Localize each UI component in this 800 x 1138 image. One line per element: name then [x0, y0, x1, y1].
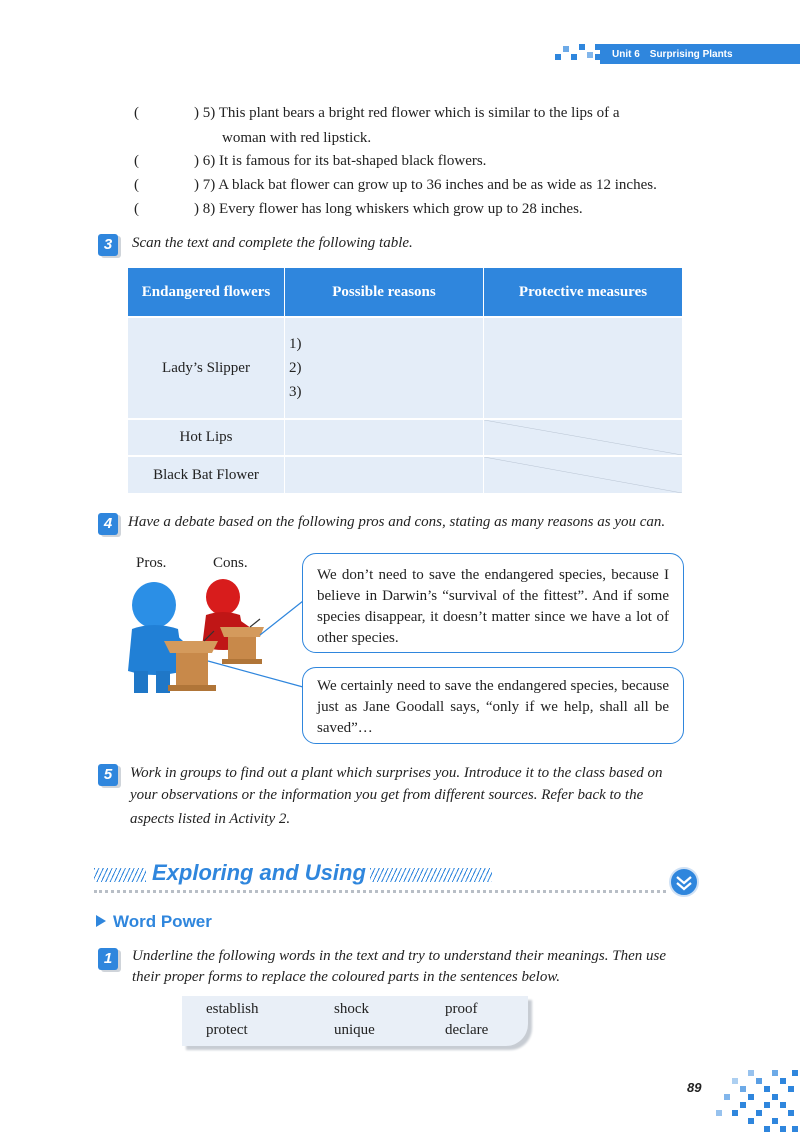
reasons-cell	[285, 456, 484, 493]
play-triangle-icon	[96, 915, 106, 927]
section-dotted-rule	[94, 890, 666, 893]
word-power-activity-1-badge: 1	[98, 948, 118, 970]
pros-speech-bubble: We certainly need to save the endangered species, because just as Jane Goodall says, “only if we help, shall all be saved”…	[302, 667, 684, 744]
word: establish	[206, 1001, 259, 1017]
paren-open: (	[134, 201, 139, 217]
measures-cell-crossed	[484, 419, 683, 456]
statement-text: This plant bears a bright red flower which is similar to the lips of a	[218, 105, 620, 121]
diagonal-line	[484, 420, 682, 455]
statement-7	[134, 173, 704, 197]
table-row	[128, 419, 683, 456]
pros-label: Pros.	[136, 555, 167, 571]
statement-8	[134, 197, 704, 221]
table-header: Possible reasons	[285, 268, 484, 317]
measures-cell-crossed	[484, 456, 683, 493]
statement-text: It is famous for its bat-shaped black flowers.	[219, 153, 487, 169]
reason-3: 3)	[289, 384, 302, 400]
paren-close: ) 8)	[194, 201, 216, 217]
statement-5	[134, 101, 704, 125]
cons-speech-bubble: We don’t need to save the endangered species, because I believe in Darwin’s “survival of the fittest”. And if some species disappear, it doesn’t matter since we have a lot of other species.	[302, 553, 684, 653]
measures-cell	[484, 317, 683, 419]
section-hatch-right	[370, 868, 492, 882]
word: shock	[334, 1001, 369, 1017]
diagonal-line	[484, 457, 682, 493]
reasons-cell	[285, 317, 484, 419]
statement-5-cont	[222, 126, 702, 150]
statement-text: A black bat flower can grow up to 36 inches and be as wide as 12 inches.	[218, 177, 657, 193]
paren-close: ) 7)	[194, 177, 216, 193]
footer-pixel-decoration	[712, 1070, 800, 1138]
table-header: Endangered flowers	[128, 268, 285, 317]
table-row	[128, 317, 683, 419]
debate-illustration	[120, 575, 310, 705]
activity-5-line-1: Work in groups to find out a plant which surprises you. Introduce it to the class based on	[130, 765, 663, 781]
activity-3-badge: 3	[98, 234, 118, 256]
reason-1: 1)	[289, 336, 302, 352]
activity-3-instruction: Scan the text and complete the following table.	[132, 235, 413, 251]
word: protect	[206, 1022, 248, 1038]
word-power-title: Word Power	[113, 912, 212, 931]
section-title: Exploring and Using	[152, 860, 366, 885]
chevron-down-icon[interactable]	[668, 866, 700, 898]
word: declare	[445, 1022, 489, 1038]
endangered-flowers-table	[128, 268, 683, 493]
table-header: Protective measures	[484, 268, 683, 317]
cons-label: Cons.	[213, 555, 248, 571]
statement-text-cont: woman with red lipstick.	[222, 130, 372, 146]
unit-title: Surprising Plants	[649, 48, 733, 60]
word: unique	[334, 1022, 375, 1038]
table-row	[128, 456, 683, 493]
paren-open: (	[134, 105, 139, 121]
activity-5-line-3: aspects listed in Activity 2.	[130, 811, 291, 827]
flower-cell: Hot Lips	[128, 419, 285, 456]
statement-6	[134, 149, 704, 173]
paren-close: ) 6)	[194, 153, 216, 169]
header-pixel-decoration	[555, 40, 605, 66]
paren-close: ) 5)	[194, 105, 216, 121]
table-header-row	[128, 268, 683, 317]
cons-pointer	[260, 601, 303, 635]
word: proof	[445, 1001, 478, 1017]
activity-5-badge: 5	[98, 764, 118, 786]
activity-4-badge: 4	[98, 513, 118, 535]
activity-4-instruction: Have a debate based on the following pros and cons, stating as many reasons as you can.	[128, 514, 666, 530]
paren-open: (	[134, 153, 139, 169]
word-box	[182, 996, 528, 1046]
flower-cell: Black Bat Flower	[128, 456, 285, 493]
reason-2: 2)	[289, 360, 302, 376]
unit-number: Unit 6	[612, 48, 640, 60]
unit-header	[600, 44, 800, 64]
activity-5-line-2: your observations or the information you get from different sources. Refer back to the	[130, 787, 644, 803]
pros-pointer	[208, 661, 303, 687]
word-power-line-1: Underline the following words in the text and try to understand their meanings. Then use	[132, 948, 666, 964]
reasons-cell	[285, 419, 484, 456]
statement-text: Every flower has long whiskers which grow up to 28 inches.	[219, 201, 583, 217]
page-number: 89	[687, 1080, 702, 1095]
flower-cell: Lady’s Slipper	[128, 317, 285, 419]
word-power-line-2: their proper forms to replace the coloured parts in the sentences below.	[132, 969, 560, 985]
paren-open: (	[134, 177, 139, 193]
section-hatch-left	[94, 868, 146, 882]
